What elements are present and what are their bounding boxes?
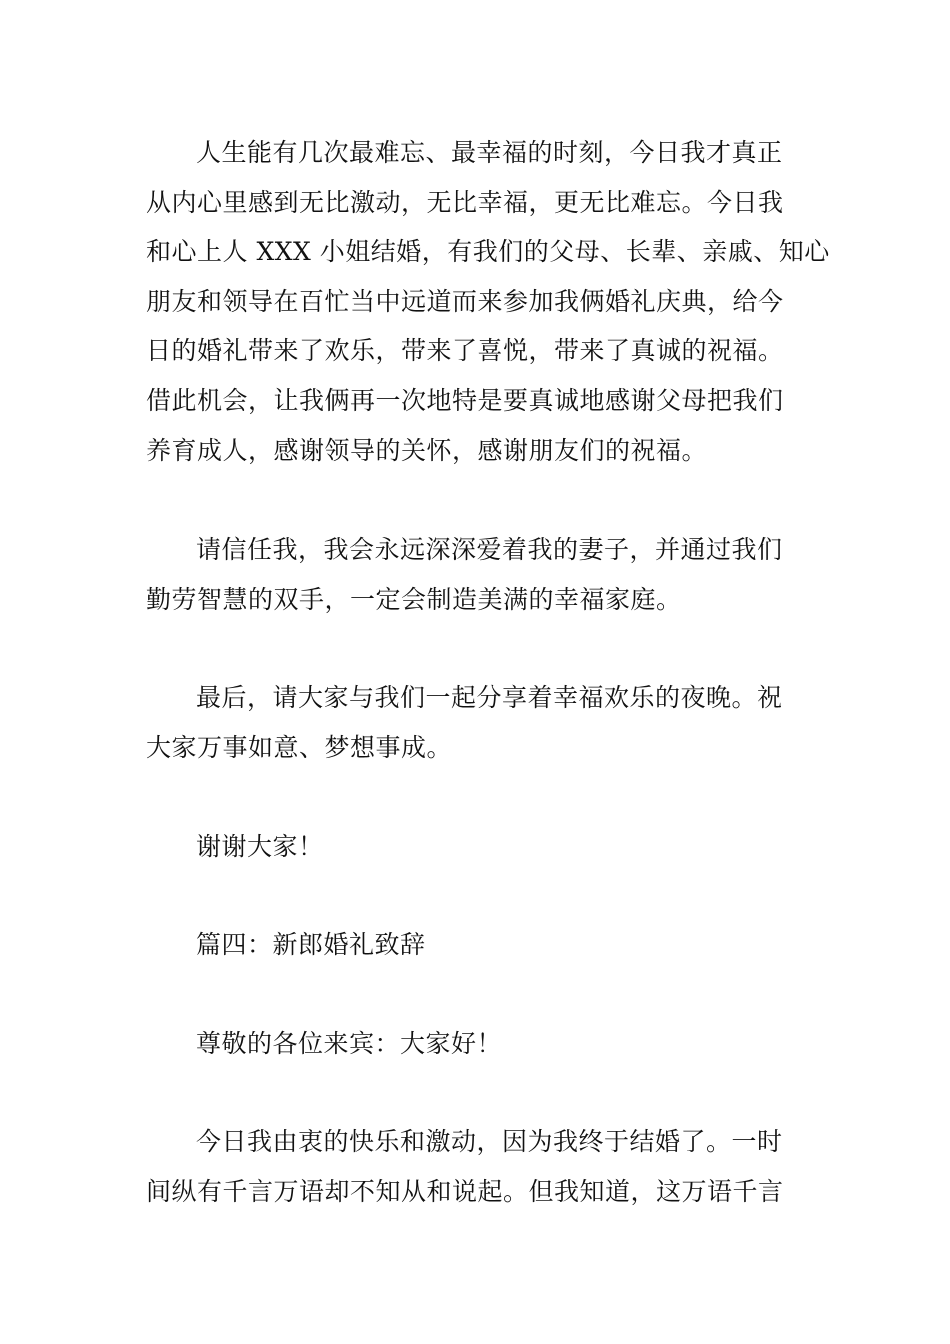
paragraph-closing-wishes xyxy=(146,673,808,772)
text-line: 谢谢大家！ xyxy=(196,831,324,861)
section-heading xyxy=(146,920,808,970)
text-line: 朋友和领导在百忙当中远道而来参加我俩婚礼庆典，给今 xyxy=(146,286,784,316)
paragraph-promise xyxy=(146,525,808,624)
heading-line: 篇四：新郎婚礼致辞 xyxy=(196,930,426,960)
paragraph-greeting xyxy=(146,1019,808,1069)
text-line: 借此机会，让我俩再一次地特是要真诚地感谢父母把我们 xyxy=(146,385,784,415)
paragraph-thanks-speech xyxy=(146,128,830,475)
text-line: 养育成人，感谢领导的关怀，感谢朋友们的祝福。 xyxy=(146,435,708,465)
paragraph-opening xyxy=(146,1117,808,1216)
text-line: 今日我由衷的快乐和激动，因为我终于结婚了。一时 xyxy=(196,1127,783,1157)
text-line: 最后，请大家与我们一起分享着幸福欢乐的夜晚。祝 xyxy=(196,683,783,713)
text-line: 人生能有几次最难忘、最幸福的时刻，今日我才真正 xyxy=(196,138,783,167)
text-line: 从内心里感到无比激动，无比幸福，更无比难忘。今日我 xyxy=(146,187,784,217)
text-line: 勤劳智慧的双手，一定会制造美满的幸福家庭。 xyxy=(146,584,682,614)
paragraph-thank-you xyxy=(146,822,808,872)
text-line: 请信任我，我会永远深深爱着我的妻子，并通过我们 xyxy=(196,535,783,565)
text-line: 间纵有千言万语却不知从和说起。但我知道，这万语千言 xyxy=(146,1176,784,1206)
text-line: 日的婚礼带来了欢乐，带来了喜悦，带来了真诚的祝福。 xyxy=(146,336,784,366)
document-body xyxy=(146,128,830,1217)
text-line: 大家万事如意、梦想事成。 xyxy=(146,732,453,762)
text-line: 和心上人 XXX 小姐结婚，有我们的父母、长辈、亲戚、知心 xyxy=(146,237,830,267)
text-line: 尊敬的各位来宾：大家好！ xyxy=(196,1028,503,1058)
